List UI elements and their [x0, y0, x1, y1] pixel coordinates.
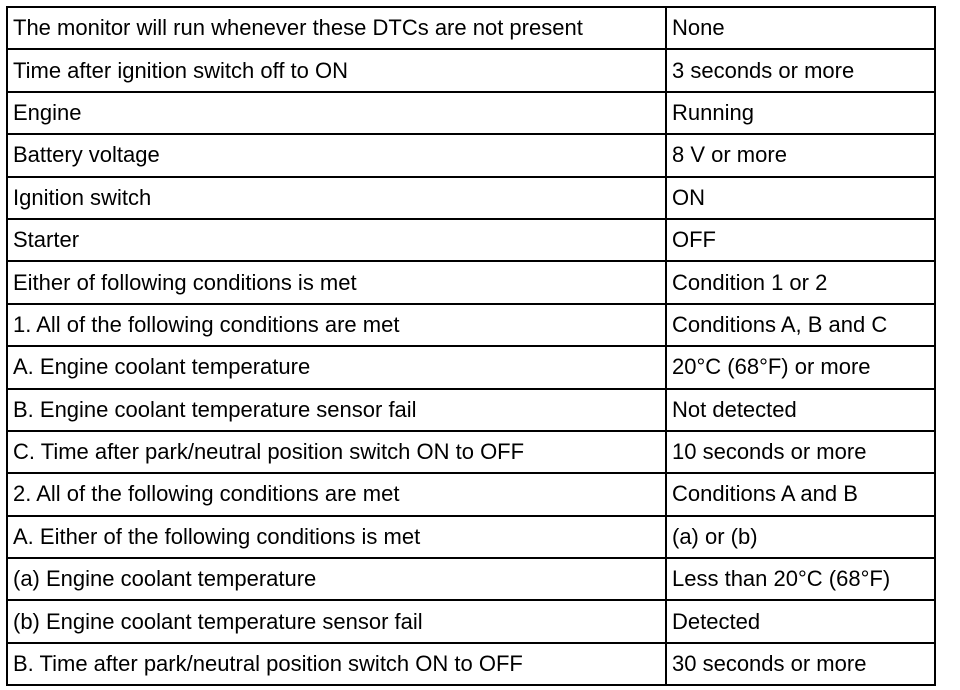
table-row	[7, 389, 935, 431]
condition-cell: A. Engine coolant temperature	[7, 346, 666, 388]
value-cell: 30 seconds or more	[666, 643, 935, 685]
conditions-table-container	[6, 6, 934, 686]
table-row	[7, 261, 935, 303]
table-row	[7, 134, 935, 176]
condition-cell: Engine	[7, 92, 666, 134]
value-cell: OFF	[666, 219, 935, 261]
table-row	[7, 558, 935, 600]
value-cell: Conditions A and B	[666, 473, 935, 515]
value-cell: 8 V or more	[666, 134, 935, 176]
condition-cell: The monitor will run whenever these DTCs are not present	[7, 7, 666, 49]
table-row	[7, 516, 935, 558]
value-cell: Detected	[666, 600, 935, 642]
table-row	[7, 600, 935, 642]
table-row	[7, 643, 935, 685]
condition-cell: B. Time after park/neutral position switch ON to OFF	[7, 643, 666, 685]
value-cell: Conditions A, B and C	[666, 304, 935, 346]
condition-cell: Starter	[7, 219, 666, 261]
table-row	[7, 219, 935, 261]
condition-cell: Battery voltage	[7, 134, 666, 176]
condition-cell: Time after ignition switch off to ON	[7, 49, 666, 91]
condition-cell: C. Time after park/neutral position switch ON to OFF	[7, 431, 666, 473]
value-cell: Not detected	[666, 389, 935, 431]
table-body	[7, 7, 935, 685]
table-row	[7, 177, 935, 219]
condition-cell: B. Engine coolant temperature sensor fail	[7, 389, 666, 431]
condition-cell: Either of following conditions is met	[7, 261, 666, 303]
value-cell: Running	[666, 92, 935, 134]
condition-cell: A. Either of the following conditions is met	[7, 516, 666, 558]
value-cell: None	[666, 7, 935, 49]
value-cell: (a) or (b)	[666, 516, 935, 558]
value-cell: 3 seconds or more	[666, 49, 935, 91]
monitor-conditions-table	[6, 6, 936, 686]
table-row	[7, 49, 935, 91]
condition-cell: Ignition switch	[7, 177, 666, 219]
table-row	[7, 346, 935, 388]
table-row	[7, 473, 935, 515]
condition-cell: 2. All of the following conditions are met	[7, 473, 666, 515]
table-row	[7, 304, 935, 346]
value-cell: 10 seconds or more	[666, 431, 935, 473]
value-cell: Condition 1 or 2	[666, 261, 935, 303]
table-row	[7, 431, 935, 473]
value-cell: 20°C (68°F) or more	[666, 346, 935, 388]
condition-cell: (b) Engine coolant temperature sensor fail	[7, 600, 666, 642]
table-row	[7, 7, 935, 49]
value-cell: ON	[666, 177, 935, 219]
condition-cell: (a) Engine coolant temperature	[7, 558, 666, 600]
value-cell: Less than 20°C (68°F)	[666, 558, 935, 600]
condition-cell: 1. All of the following conditions are met	[7, 304, 666, 346]
table-row	[7, 92, 935, 134]
